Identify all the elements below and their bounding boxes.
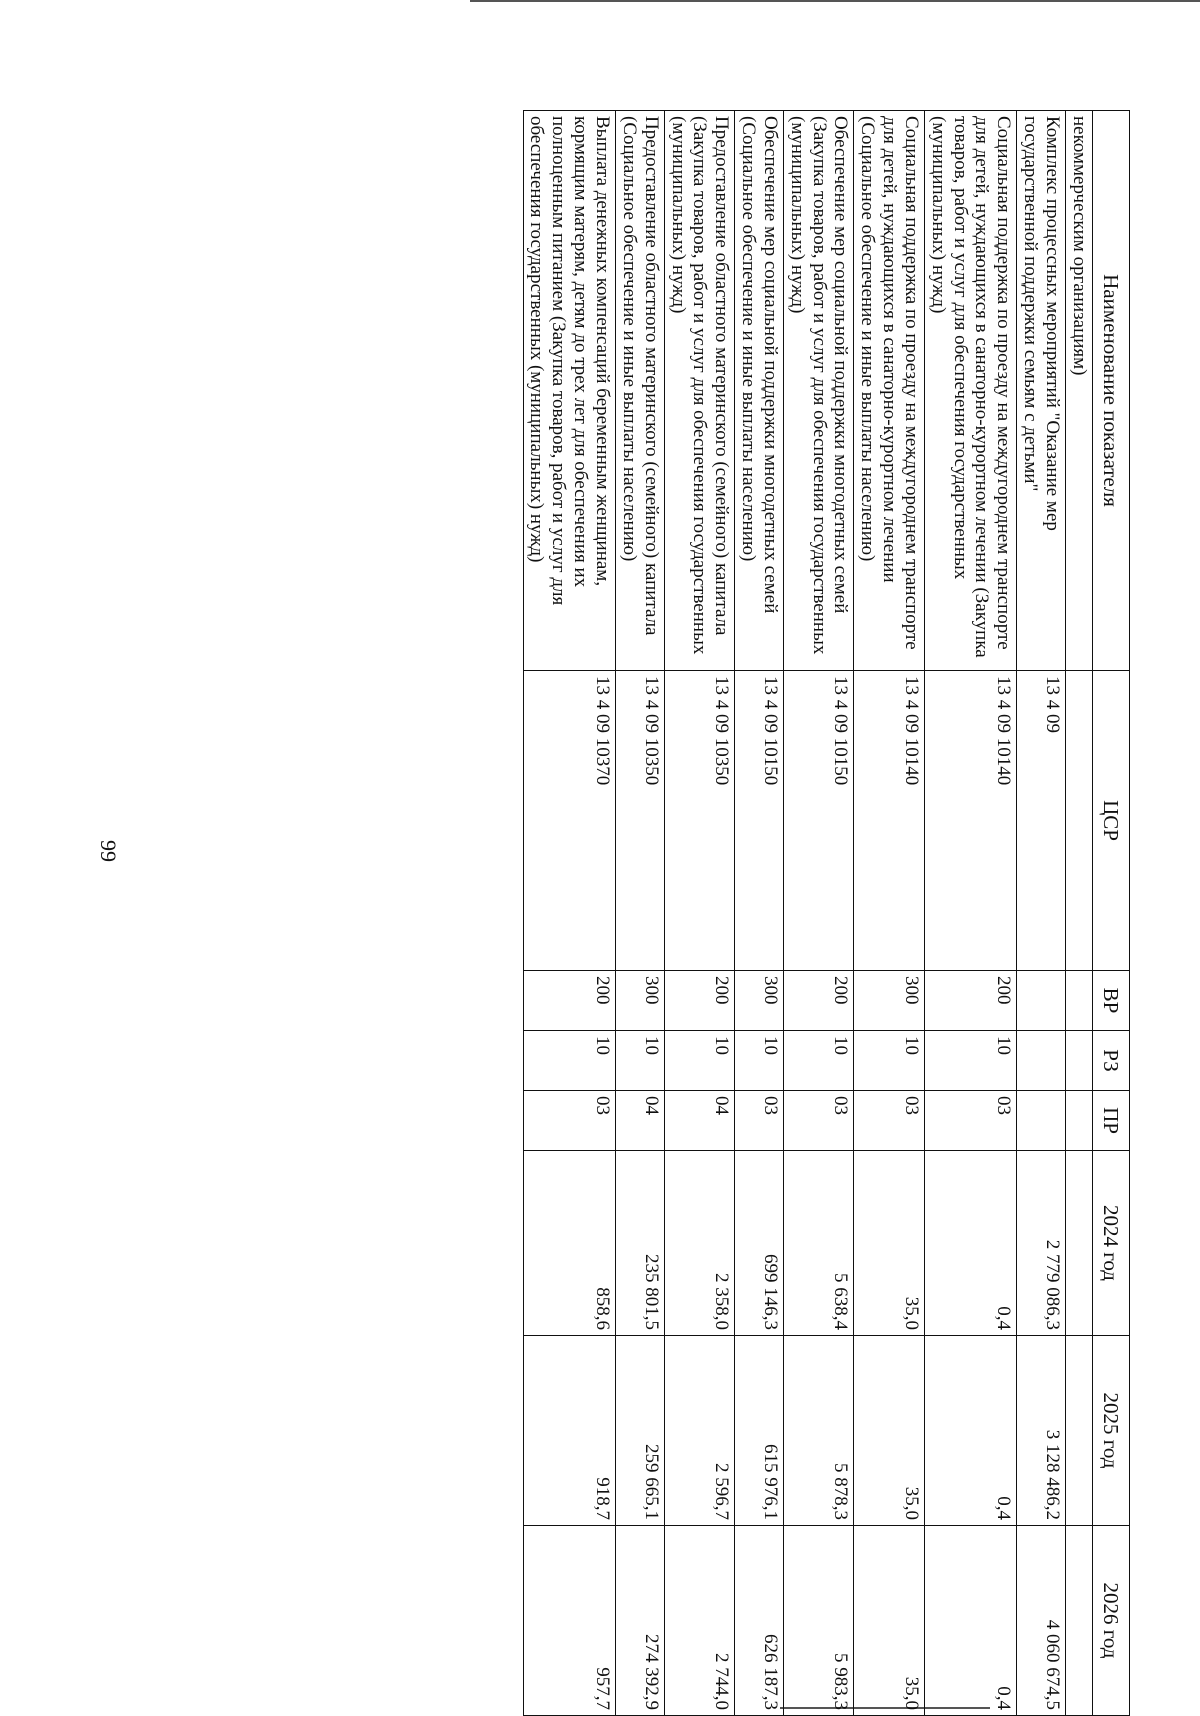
rz-code: 10 — [783, 1031, 854, 1091]
rz-code: 10 — [735, 1031, 784, 1091]
pr-code: 04 — [664, 1091, 735, 1151]
value-2024: 235 801,5 — [615, 1151, 664, 1336]
table-row — [924, 111, 1016, 1716]
value-2025: 259 665,1 — [615, 1336, 664, 1526]
value-2025: 2 596,7 — [664, 1336, 735, 1526]
value-2024: 2 358,0 — [664, 1151, 735, 1336]
rotated-table-container — [165, 110, 1130, 1715]
empty-cell — [1066, 1151, 1093, 1336]
value-2026: 5 983,3 — [783, 1526, 854, 1716]
csr-code: 13 4 09 10370 — [523, 671, 615, 971]
value-2026: 35,0 — [854, 1526, 925, 1716]
table-row — [1017, 111, 1066, 1716]
table-row — [615, 111, 664, 1716]
indicator-name: Комплекс процессных мероприятий "Оказание мер государственной поддержки семьям с детьми" — [1017, 111, 1066, 671]
vr-code: 300 — [615, 971, 664, 1031]
vr-code: 200 — [783, 971, 854, 1031]
page-number: 99 — [96, 840, 121, 862]
rz-code: 10 — [924, 1031, 1016, 1091]
col-header-2026: 2026 год — [1092, 1526, 1129, 1716]
vr-code: 200 — [523, 971, 615, 1031]
value-2024: 0,4 — [924, 1151, 1016, 1336]
rz-code — [1017, 1031, 1066, 1091]
table-row — [523, 111, 615, 1716]
continuation-text: некоммерческим организациям) — [1066, 111, 1093, 671]
value-2026: 2 744,0 — [664, 1526, 735, 1716]
rz-code: 10 — [523, 1031, 615, 1091]
indicator-name: Предоставление областного материнского (семейного) капитала (Закупка товаров, работ и услуг для обеспечения государственных (муниципальных) нужд) — [664, 111, 735, 671]
vr-code: 200 — [664, 971, 735, 1031]
csr-code: 13 4 09 10150 — [735, 671, 784, 971]
csr-code: 13 4 09 10350 — [664, 671, 735, 971]
empty-cell — [1066, 1091, 1093, 1151]
value-2025: 615 976,1 — [735, 1336, 784, 1526]
value-2024: 5 638,4 — [783, 1151, 854, 1336]
indicator-name: Социальная поддержка по проезду на междугороднем транспорте для детей, нуждающихся в санаторно-курортном лечении (Закупка товаров, работ и услуг для обеспечения государственных (муниципальных) нужд) — [924, 111, 1016, 671]
col-header-vr: ВР — [1092, 971, 1129, 1031]
pr-code — [1017, 1091, 1066, 1151]
col-header-rz: РЗ — [1092, 1031, 1129, 1091]
col-header-2024: 2024 год — [1092, 1151, 1129, 1336]
pr-code: 03 — [924, 1091, 1016, 1151]
col-header-csr: ЦСР — [1092, 671, 1129, 971]
rz-code: 10 — [615, 1031, 664, 1091]
indicator-name: Выплата денежных компенсаций беременным женщинам, кормящим матерям, детям до трех лет для обеспечения их полноценным питанием (Закупка товаров, работ и услуг для обеспечения государственных (муниципальных) нужд) — [523, 111, 615, 671]
continuation-row — [1066, 111, 1093, 1716]
value-2024: 2 779 086,3 — [1017, 1151, 1066, 1336]
budget-table — [523, 110, 1130, 1716]
value-2026: 626 187,3 — [735, 1526, 784, 1716]
indicator-name: Социальная поддержка по проезду на междугороднем транспорте для детей, нуждающихся в санаторно-курортном лечении (Социальное обеспечение и иные выплаты населению) — [854, 111, 925, 671]
empty-cell — [1066, 671, 1093, 971]
csr-code: 13 4 09 — [1017, 671, 1066, 971]
empty-cell — [1066, 1526, 1093, 1716]
scan-edge-top — [470, 0, 1200, 2]
value-2025: 35,0 — [854, 1336, 925, 1526]
empty-cell — [1066, 1336, 1093, 1526]
empty-cell — [1066, 1031, 1093, 1091]
csr-code: 13 4 09 10150 — [783, 671, 854, 971]
value-2026: 957,7 — [523, 1526, 615, 1716]
rz-code: 10 — [664, 1031, 735, 1091]
pr-code: 04 — [615, 1091, 664, 1151]
pr-code: 03 — [783, 1091, 854, 1151]
pr-code: 03 — [523, 1091, 615, 1151]
csr-code: 13 4 09 10350 — [615, 671, 664, 971]
value-2024: 35,0 — [854, 1151, 925, 1336]
csr-code: 13 4 09 10140 — [924, 671, 1016, 971]
empty-cell — [1066, 971, 1093, 1031]
vr-code: 200 — [924, 971, 1016, 1031]
vr-code: 300 — [735, 971, 784, 1031]
table-row — [664, 111, 735, 1716]
rz-code: 10 — [854, 1031, 925, 1091]
value-2024: 858,6 — [523, 1151, 615, 1336]
indicator-name: Обеспечение мер социальной поддержки многодетных семей (Закупка товаров, работ и услуг для обеспечения государственных (муниципальных) нужд) — [783, 111, 854, 671]
vr-code — [1017, 971, 1066, 1031]
col-header-2025: 2025 год — [1092, 1336, 1129, 1526]
pr-code: 03 — [854, 1091, 925, 1151]
indicator-name: Обеспечение мер социальной поддержки многодетных семей (Социальное обеспечение и иные выплаты населению) — [735, 111, 784, 671]
value-2025: 3 128 486,2 — [1017, 1336, 1066, 1526]
csr-code: 13 4 09 10140 — [854, 671, 925, 971]
value-2025: 918,7 — [523, 1336, 615, 1526]
col-header-name: Наименование показателя — [1092, 111, 1129, 671]
value-2026: 274 392,9 — [615, 1526, 664, 1716]
indicator-name: Предоставление областного материнского (семейного) капитала (Социальное обеспечение и иные выплаты населению) — [615, 111, 664, 671]
header-row — [1092, 111, 1129, 1716]
value-2026: 4 060 674,5 — [1017, 1526, 1066, 1716]
table-row — [783, 111, 854, 1716]
vr-code: 300 — [854, 971, 925, 1031]
value-2024: 699 146,3 — [735, 1151, 784, 1336]
table-row — [854, 111, 925, 1716]
col-header-pr: ПР — [1092, 1091, 1129, 1151]
value-2025: 0,4 — [924, 1336, 1016, 1526]
table-row — [735, 111, 784, 1716]
value-2025: 5 878,3 — [783, 1336, 854, 1526]
value-2026: 0,4 — [924, 1526, 1016, 1716]
pr-code: 03 — [735, 1091, 784, 1151]
